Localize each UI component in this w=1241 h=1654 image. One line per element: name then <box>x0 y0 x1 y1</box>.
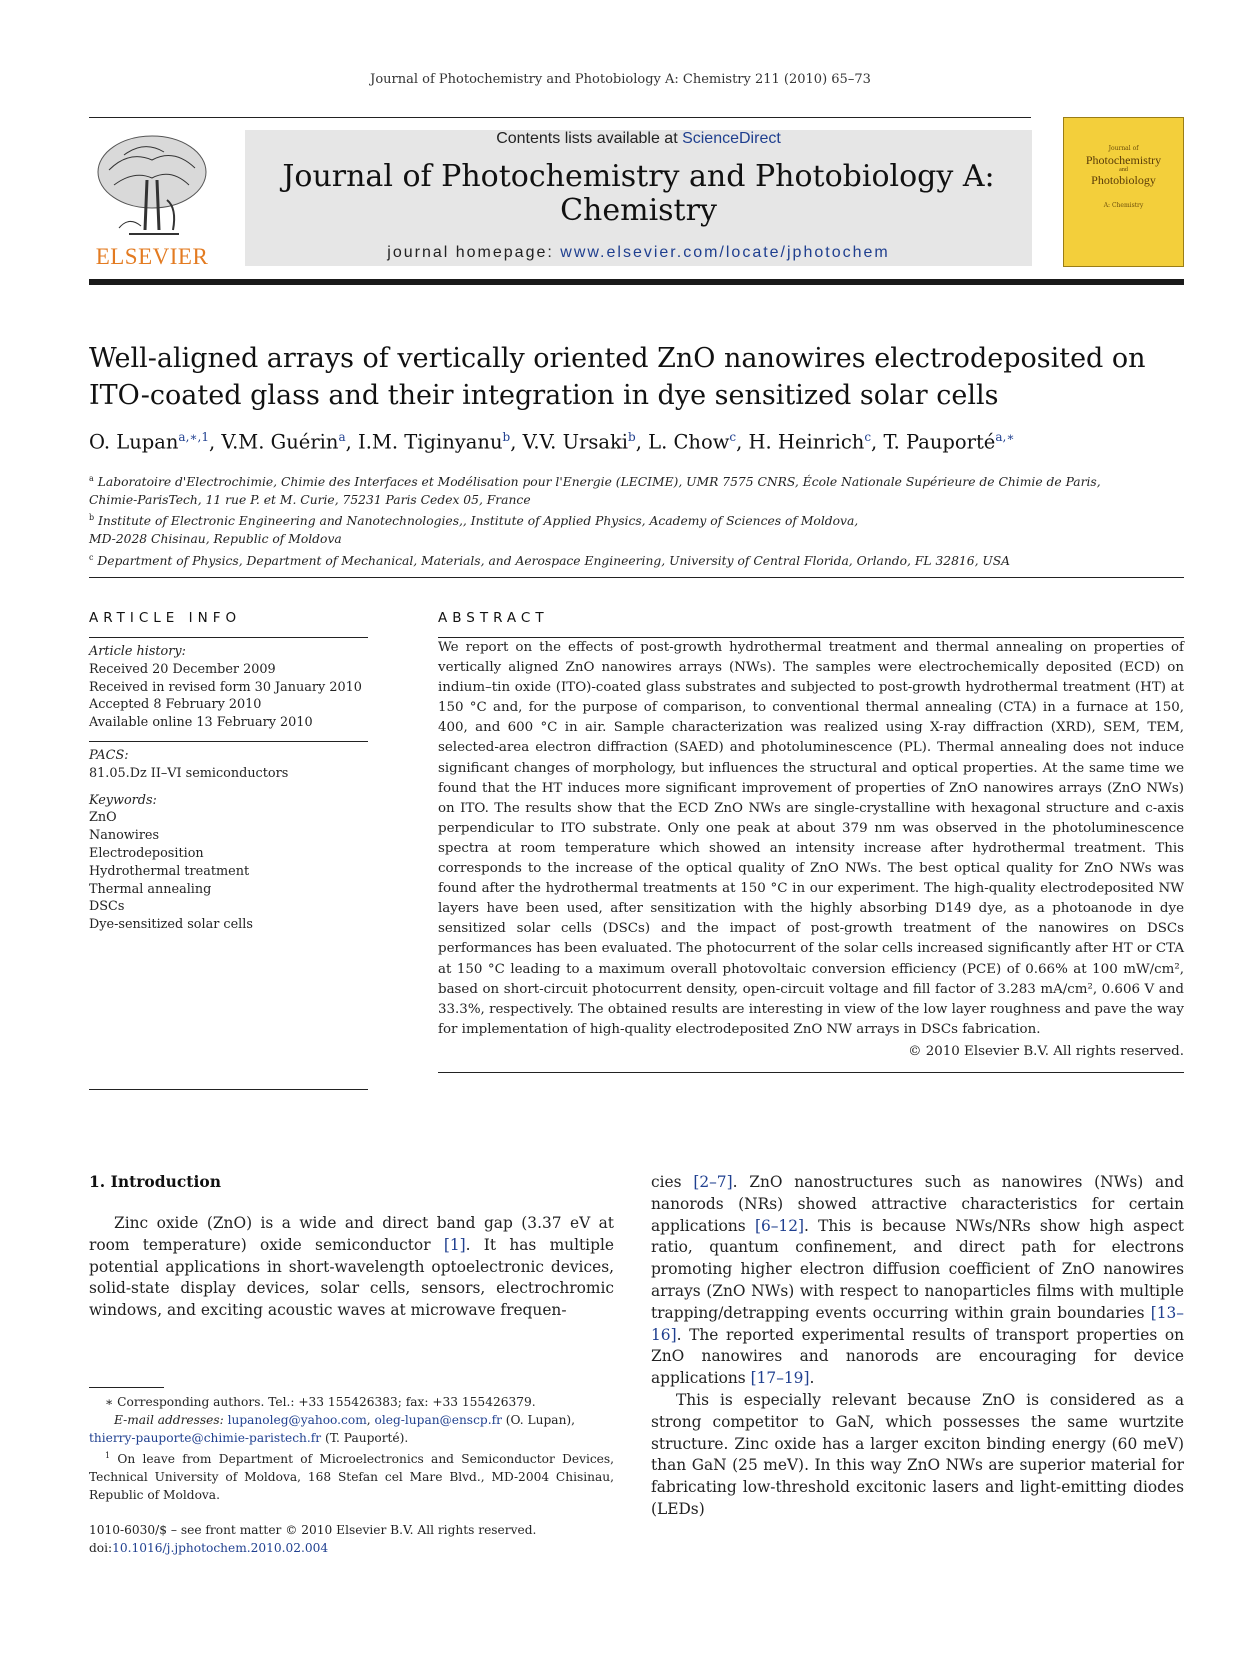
author-affil-mark[interactable]: a,∗ <box>995 430 1015 444</box>
intro-text: . ZnO nanostructures such as nanowires (NWs) and nanorods (NRs) showed attractive characteristics for certain applications <box>651 1173 1184 1235</box>
keyword: ZnO <box>89 810 117 826</box>
email-label: E-mail addresses: <box>114 1413 224 1427</box>
article-info-heading: ARTICLE INFO <box>89 610 242 626</box>
citation-link[interactable]: [17–19] <box>750 1369 810 1388</box>
keywords-label: Keywords: <box>89 792 157 808</box>
running-head: Journal of Photochemistry and Photobiology A: Chemistry 211 (2010) 65–73 <box>370 72 871 87</box>
body-left-column <box>89 1172 614 1322</box>
issn-line: 1010-6030/$ – see front matter © 2010 Elsevier B.V. All rights reserved. <box>89 1523 537 1537</box>
doi-label: doi: <box>89 1541 113 1555</box>
email-owner: (O. Lupan), <box>501 1413 576 1427</box>
contents-prefix: Contents lists available at <box>496 130 683 147</box>
doi-link[interactable]: 10.1016/j.jphotochem.2010.02.004 <box>112 1541 329 1555</box>
cover-title-and: and <box>1119 167 1128 173</box>
author-affil-mark[interactable]: a,∗,1 <box>178 430 209 444</box>
front-matter <box>89 1521 614 1557</box>
author: I.M. Tiginyanu <box>358 430 503 454</box>
body-right-column <box>651 1172 1184 1521</box>
affiliation-a-cont: Chimie-ParisTech, 11 rue P. et M. Curie, 75231 Paris Cedex 05, France <box>89 492 531 507</box>
intro-paragraph-continued <box>651 1172 1184 1521</box>
journal-title <box>245 160 1032 228</box>
affiliation-c <box>89 549 1184 571</box>
author-affil-mark[interactable]: b <box>502 430 511 444</box>
author-affil-mark[interactable]: b <box>628 430 636 444</box>
journal-cover[interactable] <box>1063 117 1184 267</box>
article-history <box>89 643 369 732</box>
doi-line <box>89 1539 614 1557</box>
author: V.V. Ursaki <box>522 430 629 454</box>
footnote-rule <box>89 1387 164 1388</box>
article-title: Well-aligned arrays of vertically oriented ZnO nanowires electrodeposited on ITO-coated glass and their integration in dye sensitized solar cells <box>89 343 1146 411</box>
cover-title-line2: Photobiology <box>1091 173 1156 187</box>
history-item: Available online 13 February 2010 <box>89 715 313 731</box>
elsevier-wordmark: ELSEVIER <box>95 244 209 269</box>
homepage-link[interactable]: www.elsevier.com/locate/jphotochem <box>560 244 890 261</box>
footnote-emails: E-mail addresses: lupanoleg@yahoo.com, oleg-lupan@enscp.fr (O. Lupan), <box>114 1413 576 1427</box>
keyword: Thermal annealing <box>89 881 212 897</box>
abstract-rule-bottom <box>438 1072 1184 1073</box>
abstract-heading: ABSTRACT <box>438 610 549 626</box>
keyword: Dye-sensitized solar cells <box>89 917 253 933</box>
email-link[interactable]: thierry-pauporte@chimie-paristech.fr <box>89 1431 322 1445</box>
affiliations <box>89 470 1184 570</box>
intro-paragraph-1 <box>89 1213 614 1322</box>
keywords <box>89 792 369 934</box>
history-item: Received 20 December 2009 <box>89 661 276 677</box>
cover-title <box>1064 154 1183 187</box>
footnote-text: Corresponding authors. Tel.: +33 155426383; fax: +33 155426379. <box>117 1395 536 1409</box>
footnotes <box>89 1393 614 1504</box>
footnote-emails-cont <box>89 1429 614 1447</box>
article-info <box>89 610 369 1090</box>
affiliation-mark: b <box>89 513 95 523</box>
tree-icon <box>89 130 215 242</box>
affiliation-a <box>89 470 1184 492</box>
keyword: DSCs <box>89 899 125 915</box>
journal-title-line2: Chemistry <box>560 193 717 228</box>
footnote-text: On leave from Department of Microelectronics and Semiconductor Devices, Technical University of Moldova, 168 Stefan cel Mare Blvd., MD-2004 Chisinau, Republic of Moldova. <box>89 1452 615 1503</box>
affiliation-b <box>89 509 1184 531</box>
journal-masthead <box>245 130 1032 266</box>
homepage-prefix: journal homepage: <box>387 244 561 261</box>
pacs <box>89 747 369 783</box>
pacs-label: PACS: <box>89 747 129 763</box>
author: H. Heinrich <box>748 430 865 454</box>
journal-title-line1: Journal of Photochemistry and Photobiology A: <box>282 159 995 194</box>
intro-paragraph-2: This is especially relevant because ZnO is considered as a strong competitor to GaN, which possesses the same wurtzite structure. Zinc oxide has a larger exciton binding energy (60 meV) than GaN (25 meV). In this way ZnO NWs are superior material for fabricating low-threshold excitonic lasers and light-emitting diodes (LEDs) <box>651 1390 1184 1518</box>
header-rule <box>89 117 1031 118</box>
contents-line <box>245 130 1032 148</box>
info-rule-bottom <box>89 1089 368 1090</box>
elsevier-logo[interactable] <box>89 130 215 270</box>
footnote-corresponding <box>89 1393 614 1411</box>
keyword: Electrodeposition <box>89 845 204 861</box>
footnote-leave <box>89 1447 614 1504</box>
author-list: O. Lupan$^{a,∗,1}$, V.M. Guérin$^a$, I.M. Tiginyanu$^b$, V.V. Ursaki$^b$, L. Chow$^c$, H. Heinrich$^c$, T. Pauporté$^{a,∗}$ <box>89 430 1015 454</box>
masthead-rule <box>89 279 1184 285</box>
intro-text: cies <box>651 1173 694 1191</box>
author-affil-mark[interactable]: a <box>338 430 346 444</box>
email-owner: (T. Pauporté). <box>321 1431 409 1445</box>
sciencedirect-link[interactable]: ScienceDirect <box>682 130 781 147</box>
intro-text: . It has multiple potential applications in short-wavelength optoelectronic devices, solid-state display devices, solar cells, sensors, electrochromic windows, and exciting acoustic waves at microwave frequen- <box>89 1235 614 1320</box>
email-link[interactable]: lupanoleg@yahoo.com <box>227 1413 367 1427</box>
citation-link[interactable]: [6–12] <box>754 1216 805 1235</box>
section-heading: 1. Introduction <box>89 1172 221 1191</box>
intro-text: Zinc oxide (ZnO) is a wide and direct band gap (3.37 eV at room temperature) oxide semiconductor <box>89 1214 614 1254</box>
intro-text: . The reported experimental results of transport properties on ZnO nanowires and nanorods are encouraging for device applications <box>651 1325 1184 1388</box>
history-item: Accepted 8 February 2010 <box>89 697 262 713</box>
affiliation-rule <box>89 577 1184 578</box>
abstract-text <box>438 638 1184 1040</box>
cover-title-line1: Photochemistry <box>1085 153 1162 167</box>
affiliation-text: Laboratoire d'Electrochimie, Chimie des Interfaces et Modélisation pour l'Energie (LECIME), UMR 7575 CNRS, École Nationale Supérieure de Chimie de Paris, <box>97 475 1101 490</box>
copyright: © 2010 Elsevier B.V. All rights reserved. <box>908 1043 1184 1059</box>
keyword: Nanowires <box>89 828 160 844</box>
intro-text: . This is because NWs/NRs show high aspect ratio, quantum confinement, and direct path for electrons promoting higher electron diffusion coefficient of ZnO nanowires arrays (ZnO NWs) with respect to nanoparticles films with multiple trapping/detrapping events occurring within grain boundaries <box>651 1216 1184 1322</box>
citation-link[interactable]: [2–7] <box>693 1173 733 1191</box>
intro-text: . <box>809 1369 815 1388</box>
info-rule <box>89 741 368 742</box>
affiliation-text: Institute of Electronic Engineering and Nanotechnologies,, Institute of Applied Physics, Academy of Sciences of Moldova, <box>98 514 859 529</box>
citation-link[interactable]: [1] <box>443 1235 466 1254</box>
info-rule <box>89 637 368 638</box>
author: V.M. Guérin <box>221 430 339 454</box>
author: O. Lupan <box>89 430 179 454</box>
affiliation-b-cont: MD-2028 Chisinau, Republic of Moldova <box>89 531 342 546</box>
footnote-mark: 1 <box>105 1451 111 1460</box>
homepage-line <box>245 244 1032 262</box>
cover-small-text: Journal of <box>1108 145 1139 152</box>
citation-link[interactable]: [13–16] <box>651 1303 1184 1344</box>
keyword: Hydrothermal treatment <box>89 863 250 879</box>
pacs-value: 81.05.Dz II–VI semiconductors <box>89 765 289 781</box>
history-label: Article history: <box>89 644 186 659</box>
abstract <box>438 610 1184 1073</box>
cover-subtitle: A: Chemistry <box>1103 202 1144 209</box>
author: T. Pauporté <box>883 430 996 454</box>
affiliation-mark: c <box>89 552 94 562</box>
author-affil-mark[interactable]: c <box>864 430 872 444</box>
affiliation-mark: a <box>89 474 94 483</box>
email-link[interactable]: oleg-lupan@enscp.fr <box>374 1413 502 1427</box>
author-affil-mark[interactable]: c <box>729 430 737 444</box>
author: L. Chow <box>648 430 730 454</box>
abstract-paragraph: We report on the effects of post-growth hydrothermal treatment and thermal annealing on properties of vertically aligned ZnO nanowires arrays (NWs). The samples were electrochemically deposited (ECD) on indium–tin oxide (ITO)-coated glass substrates and subjected to post-growth hydrothermal treatment (HT) at 150 °C and, for the purpose of comparison, to conventional thermal annealing (CTA) in a furnace at 150, 400, and 600 °C in air. Sample characterization was realized using X-ray diffraction (XRD), SEM, TEM, selected-area electron diffraction (SAED) and photoluminescence (PL). Thermal annealing does not induce significant changes of morphology, but influences the structural and optical properties. At the same time we found that the HT induces more significant improvement of properties of ZnO nanowires arrays (ZnO NWs) on ITO. The results show that the ECD ZnO NWs are single-crystalline with hexagonal structure and c-axis perpendicular to ITO substrate. Only one peak at about 379 nm was observed in the photoluminescence spectra at room temperature which showed an intensity increase after hydrothermal treatment. This corresponds to the increase of the optical quality of ZnO NWs. The best optical quality for ZnO NWs was found after the hydrothermal treatments at 150 °C in our experiment. The high-quality electrodeposited NW layers have been used, after sensitization with the highly absorbing D149 dye, as a photoanode in dye sensitized solar cells (DSCs) and the impact of post-growth treatment of the nanowires on DSCs performances has been evaluated. The photocurrent of the solar cells increased significantly after HT or CTA at 150 °C leading to a maximum overall photovoltaic conversion efficiency (PCE) of 0.66% at 100 mW/cm², based on short-circuit photocurrent density, open-circuit voltage and fill factor of 3.283 mA/cm², 0.606 V and 33.3%, respectively. The obtained results are interesting in view of the low layer roughness and pave the way for implementation of high-quality electrodeposited ZnO NW arrays in DSCs fabrication. <box>438 640 1184 1037</box>
footnote-mark: ∗ <box>105 1395 114 1409</box>
affiliation-text: Department of Physics, Department of Mechanical, Materials, and Aerospace Engineering, University of Central Florida, Orlando, FL 32816, USA <box>97 553 1011 568</box>
history-item: Received in revised form 30 January 2010 <box>89 679 362 695</box>
